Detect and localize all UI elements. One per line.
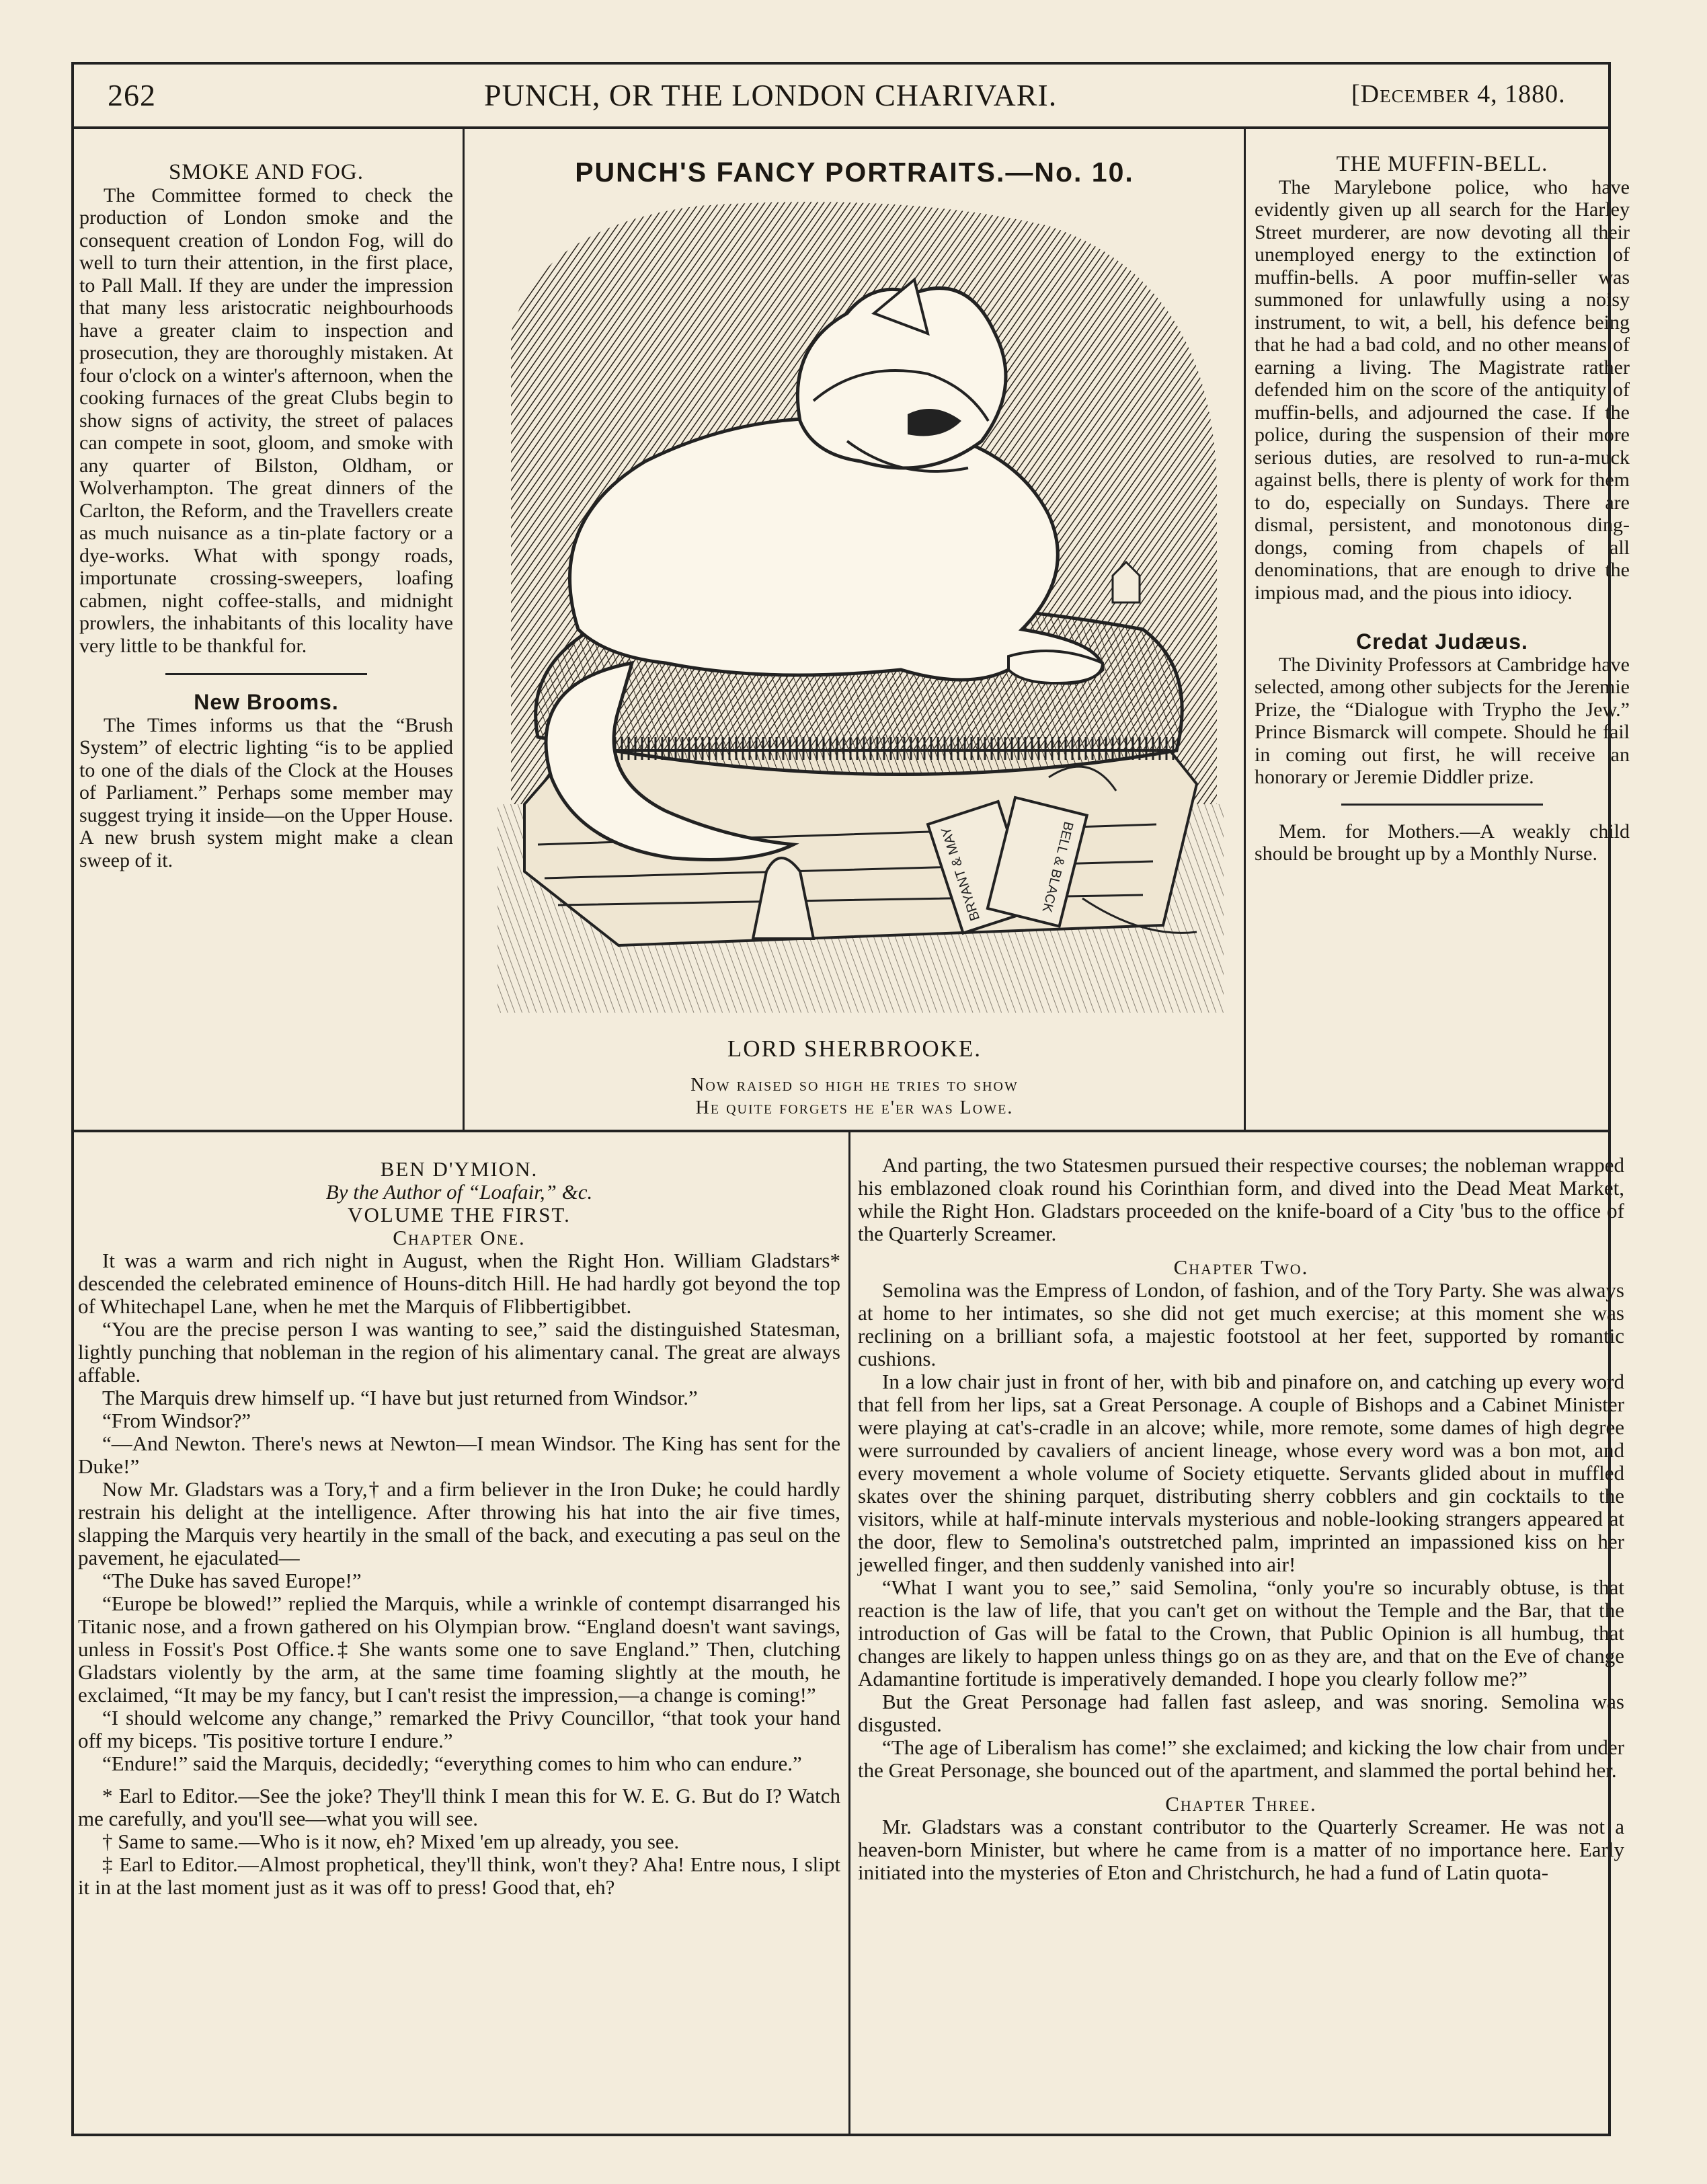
story-paragraph: “You are the precise person I was wanting to see,” said the distinguished Statesman, lightly punching that nobleman in the region of his alimentary canal. The great are always affable. <box>78 1317 840 1387</box>
smoke-and-fog-text: The Committee formed to check the production of London smoke and the consequent creation of London Fog, will do well to turn their attention, in the first place, to Pall Mall. If they are under the impression that many less aristocratic neighbourhoods have a greater claim to inspection and prosecution, they are thoroughly mistaken. At four o'clock on a winter's afternoon, when the cooking furnaces of the great Clubs begin to show signs of activity, the street of palaces can compete in soot, gloom, and smoke with any quarter of Bilston, Oldham, or Wolverhampton. The great dinners of the Carlton, the Reform, and the Travellers create as much nuisance as a tin-plate factory or a dye-works. What with spongy roads, importunate crossing-sweepers, loafing cabmen, night coffee-stalls, and midnight prowlers, the inhabitants of this locality have very little to be thankful for. <box>79 184 453 657</box>
chapter-two-heading: Chapter Two. <box>1173 1255 1309 1279</box>
story-paragraph: “The Duke has saved Europe!” <box>102 1569 362 1592</box>
cat-on-cushion-illustration <box>498 199 1224 1013</box>
cushion-fringe <box>545 737 1177 760</box>
caption-verse <box>468 1074 1241 1120</box>
story-paragraph: But the Great Personage had fallen fast asleep, and was snoring. Semolina was disgusted. <box>858 1690 1624 1736</box>
chapter-three-heading: Chapter Three. <box>1165 1792 1317 1816</box>
muffin-bell-title: THE MUFFIN-BELL. <box>1336 152 1548 176</box>
caption-line: He quite forgets he e'er was Lowe. <box>695 1097 1014 1118</box>
caption-line: Now raised so high he tries to show <box>690 1075 1019 1095</box>
story-paragraph: “The age of Liberalism has come!” she exclaimed; and kicking the low chair from under the Great Personage, she bounced out of the apartment, and slammed the portal behind her. <box>858 1736 1624 1782</box>
column-rule <box>1244 129 1246 1130</box>
ben-dymion-title: BEN D'YMION. <box>380 1157 539 1181</box>
credat-text: The Divinity Professors at Cambridge have selected, among other subjects for the Jeremie Prize, the “Dialogue with Trypho the Jew.” Prince Bismarck will compete. Should he fail in coming out first, he will receive an honorary or Jeremie Diddler prize. <box>1255 653 1630 788</box>
story-paragraph: Now Mr. Gladstars was a Tory,† and a firm believer in the Iron Duke; he could hardly restrain his delight at the intelligence. After throwing his hat into the air five times, slapping the Marquis very heartily in the small of the back, and executing a pas seul on the pavement, he ejaculated— <box>78 1477 840 1569</box>
story-paragraph: “What I want you to see,” said Semolina, “only you're so incurably obtuse, is that reaction is the law of life, that you can't get on without the Temple and the Bar, that the introduction of Gas will be fatal to the Crown, that Public Opinion is all humbug, that changes are likely to happen unless things go on as they are, and that on the Eve of change Adamantine fortitude is imperatively demanded. I hope you clearly follow me?” <box>858 1575 1624 1690</box>
new-brooms-title: New Brooms. <box>194 690 339 714</box>
right-column <box>1255 153 1630 865</box>
muffin-bell-text: The Marylebone police, who have evidently given up all search for the Harley Street murderer, are now devoting all their unemployed energy to the extinction of muffin-bells. A poor muffin-seller was summoned for unlawfully using a noisy instrument, to wit, a bell, his defence being that he had a bad cold, and no other means of earning a living. The Magistrate rather defended him on the score of the antiquity of muffin-bells, and adjourned the case. If the police, during the suspension of their more serious duties, are resolved to run-a-muck against bells, there is plenty of work for them to do, especially on Sundays. There are dismal, persistent, and monotonous ding-dongs, coming from chapels of all denominations, that are enough to drive the impious mad, and the pious into idiocy. <box>1255 176 1630 604</box>
story-paragraph: In a low chair just in front of her, with bib and pinafore on, and catching up every word that fell from her lips, sat a Great Personage. A couple of Bishops and a Cabinet Minister were playing at cat's-cradle in an alcove; while, more remote, some dames of high degree were surrounded by cavaliers of ancient lineage, whose every word was a bon mot, and every movement a whole volume of Society etiquette. Servants glided about in muffled skates over the shining parquet, distributing sherry cobblers and gin cocktails to the visitors, while at half-minute intervals mysterious and noble-looking strangers appeared at the door, flew to Semolina's outstretched palm, imprinted an impassioned kiss on her jewelled finger, and then suddenly vanished into air! <box>858 1370 1624 1576</box>
portrait-title: PUNCH'S FANCY PORTRAITS.—No. 10. <box>575 157 1134 188</box>
page-number: 262 <box>108 78 156 112</box>
column-rule <box>848 1132 850 2136</box>
footnote: * Earl to Editor.—See the joke? They'll think I mean this for W. E. G. But do I? Watch me carefully, and you'll see—what you will see. <box>78 1784 840 1830</box>
story-paragraph: And parting, the two Statesmen pursued their respective courses; the nobleman wrapped his emblazoned cloak round his Corinthian form, and dived into the Dead Meat Market, while the Right Hon. Gladstars proceeded on the knife-board of a City 'bus to the office of the Quarterly Screamer. <box>858 1153 1624 1245</box>
ben-dymion-volume: VOLUME THE FIRST. <box>348 1203 571 1226</box>
ben-dymion-byline: By the Author of “Loafair,” &c. <box>325 1180 593 1204</box>
story-paragraph: “Europe be blowed!” replied the Marquis, while a wrinkle of contempt disarranged his Titanic nose, and a frown gathered on his Olympian brow. “England doesn't want savings, unless in Fossit's Post Office.‡ She wants some one to save England.” Then, clutching Gladstars violently by the arm, at the same time foaming slightly at the mouth, he exclaimed, “It may be my fancy, but I can't resist the impression,—a change is coming!” <box>78 1592 840 1707</box>
footnotes <box>78 1785 840 1899</box>
masthead: PUNCH, OR THE LONDON CHARIVARI. <box>484 78 1058 112</box>
story-paragraph: Mr. Gladstars was a constant contributor to the Quarterly Screamer. He was not a heaven-born Minister, but where he came from is a matter of no importance here. Early initiated into the mysteries of Eton and Christchurch, he had a fund of Latin quota- <box>858 1815 1624 1884</box>
mem-for-mothers-text: Mem. for Mothers.—A weakly child should be brought up by a Monthly Nurse. <box>1255 820 1630 865</box>
new-brooms-text: The Times informs us that the “Brush System” of electric lighting “is to be applied to one of the dials of the Clock at the Houses of Parliament.” Perhaps some member may suggest trying it inside—on the Upper House. A new brush system might make a clean sweep of it. <box>79 713 453 871</box>
story-paragraph: “I should welcome any change,” remarked the Privy Councillor, “that took your hand off my biceps. 'Tis positive torture I endure.” <box>78 1706 840 1752</box>
issue-date: [December 4, 1880. <box>1351 80 1566 108</box>
header-rule <box>71 126 1611 129</box>
column-rule <box>463 129 465 1130</box>
story-paragraph: “Endure!” said the Marquis, decidedly; “everything comes to him who can endure.” <box>102 1752 802 1775</box>
story-paragraph: “—And Newton. There's news at Newton—I mean Windsor. The King has sent for the Duke!” <box>78 1432 840 1478</box>
section-rule <box>71 1130 1611 1132</box>
story-paragraph: It was a warm and rich night in August, when the Right Hon. William Gladstars* descended the celebrated eminence of Houns-ditch Hill. He had hardly got beyond the top of Whitechapel Lane, when he met the Marquis of Flibbertigibbet. <box>78 1249 840 1318</box>
ben-dymion-right-column <box>858 1154 1624 1884</box>
chapter-one-heading: Chapter One. <box>393 1226 526 1249</box>
smoke-and-fog-title: SMOKE AND FOG. <box>169 160 364 184</box>
separator <box>165 673 367 675</box>
credat-title: Credat Judæus. <box>1356 629 1528 654</box>
story-paragraph: The Marquis drew himself up. “I have but just returned from Windsor.” <box>102 1386 698 1409</box>
story-paragraph: “From Windsor?” <box>102 1409 251 1432</box>
footnote: ‡ Earl to Editor.—Almost prophetical, they'll think, won't they? Aha! Entre nous, I slipt it in at the last moment just as it was off to press! Good that, eh? <box>78 1852 840 1899</box>
left-column <box>79 161 453 871</box>
story-paragraph: Semolina was the Empress of London, of fashion, and of the Tory Party. She was always at home to her intimates, so she did not get much exercise; at this moment she was reclining on a brilliant sofa, a majestic footstool at her feet, supported by romantic cushions. <box>858 1278 1624 1370</box>
ben-dymion-left-column <box>78 1158 840 1899</box>
caption-title: LORD SHERBROOKE. <box>727 1036 982 1062</box>
svg-text:BELL & BLACK: BELL & BLACK <box>1039 820 1076 914</box>
svg-text:BRYANT & MAY: BRYANT & MAY <box>939 824 983 923</box>
footnote: † Same to same.—Who is it now, eh? Mixed 'em up already, you see. <box>102 1830 680 1853</box>
separator <box>1341 804 1543 806</box>
